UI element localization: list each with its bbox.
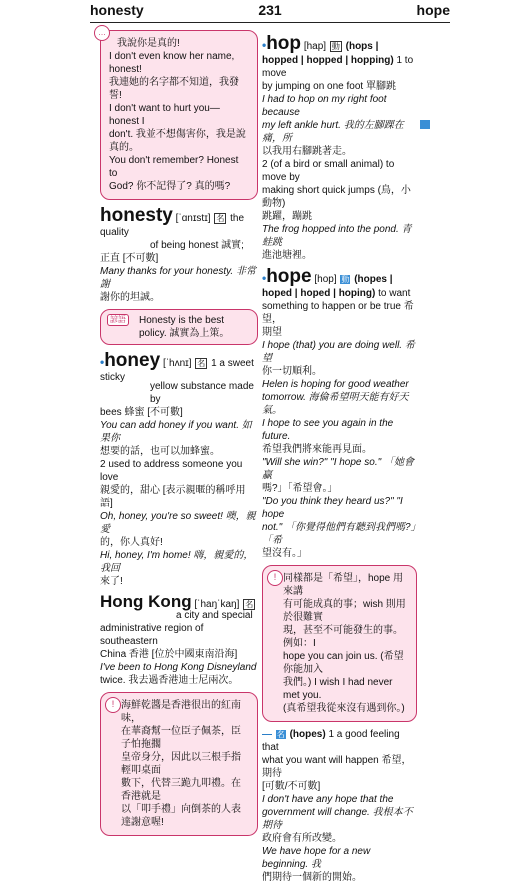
note-line: I don't want to hurt you—honest I — [109, 103, 220, 127]
example: I hope (that) you are doing well. 希望 — [262, 340, 415, 364]
usage-note-box — [100, 30, 258, 200]
entry-hong-kong — [100, 593, 258, 687]
pos-label: 動 — [331, 41, 340, 51]
headword: Hong Kong — [100, 592, 192, 611]
example-zh: 你一切順利。 — [262, 366, 322, 377]
example: Many thanks for your honesty. 非常謝 — [100, 266, 256, 290]
note-line: 數下，代替三跪九叩禮。在香港就是 — [121, 778, 241, 802]
pos-label: 動 — [341, 274, 350, 284]
example: I had to hop on my right foot because — [262, 94, 387, 118]
phonetic: [hap] — [303, 41, 327, 52]
note-line: 以「叩手禮」向倒茶的人表達謝意喔! — [121, 804, 241, 828]
example: tomorrow. 海倫希望明天能有好天氣。 — [262, 392, 409, 416]
page-header — [90, 4, 450, 22]
headword: hop — [266, 33, 302, 54]
right-column — [262, 34, 417, 889]
example: We have hope for a new beginning. 我 — [262, 846, 371, 870]
example-zh: 進池塘裡。 — [262, 250, 312, 261]
definition-zh: 跳躍，蹦跳 — [262, 211, 312, 222]
left-column — [100, 30, 258, 842]
note-line: 皇帝身分，因此以三根手指輕叩桌面 — [121, 752, 241, 776]
thumb-index-tab — [420, 120, 430, 129]
example: I don't have any hope that the — [262, 794, 394, 805]
note-line: God? 你不記得了? 真的嗎? — [109, 181, 231, 192]
proverb-text: Honesty is the best policy. 誠實為上策。 — [139, 315, 230, 339]
phonetic: [ˈhaŋˈkaŋ] — [194, 599, 240, 610]
example: Oh, honey, you're so sweet! 噢，親愛 — [100, 511, 256, 535]
entry-hope — [262, 267, 417, 560]
usage-note-box — [262, 565, 417, 722]
example: The frog hopped into the pond. 青蛙跳 — [262, 224, 412, 248]
pos-label: 名 — [276, 729, 285, 739]
definition: a city and special — [176, 610, 253, 621]
bullet-icon: • — [100, 355, 105, 369]
definition: 1 a sweet sticky — [100, 358, 254, 383]
definition: something to happen or be true 希望， — [262, 301, 414, 325]
inflections: (hopes) — [289, 729, 326, 740]
definition: making short quick jumps (鳥，小動物) — [262, 185, 411, 209]
pos-label: 名 — [245, 599, 254, 609]
example-zh: 謝你的坦誠。 — [100, 292, 160, 303]
entry-honesty — [100, 206, 258, 304]
note-line: 海鮮乾醬是香港很出的紅南味， — [121, 700, 241, 724]
note-line: hope you can join us. (希望你能加入 — [283, 651, 404, 675]
example-zh: 希望我們將來能再見面。 — [262, 444, 372, 455]
entry-honey — [100, 351, 258, 588]
phonetic: [ˈɑnɪstɪ] — [175, 213, 211, 224]
entry-hope-noun — [262, 728, 417, 884]
culture-note-box — [100, 692, 258, 836]
inflections: (hops | hopped | hopped | hopping) — [262, 41, 394, 66]
page-number: 231 — [258, 2, 282, 18]
header-left-guideword: honesty — [90, 2, 144, 18]
phonetic: [hop] — [314, 274, 337, 285]
example: I've been to Hong Kong Disneyland — [100, 662, 257, 673]
lightbulb-icon: ! — [267, 570, 283, 586]
note-line: 同樣都是「希望」，hope 用來講 — [283, 573, 404, 597]
lightbulb-icon: ! — [105, 697, 121, 713]
definition: of being honest 誠實; — [150, 240, 244, 251]
definition: 1 a good feeling that — [262, 729, 400, 753]
headword: honesty — [100, 205, 173, 226]
definition-zh: [可數/不可數] — [262, 781, 321, 792]
example-zh: 的，你人真好! — [100, 537, 163, 548]
bullet-icon: • — [262, 38, 267, 52]
note-line: 我連她的名字都不知道，我發誓! — [109, 77, 239, 101]
definition: the quality — [100, 213, 245, 238]
note-line: don't. 我並不想傷害你，我是說真的。 — [109, 129, 246, 153]
proverb-tag: 諺語 — [107, 314, 129, 326]
example: I hope to see you again in the future. — [262, 418, 394, 442]
example: Helen is hoping for good weather — [262, 379, 409, 390]
note-line: (真希望我從來沒有遇到你。) — [283, 703, 405, 714]
example: "Will she win?" "I hope so." 「她會贏 — [262, 457, 414, 481]
inflections: (hopes | hoped | hoped | hoping) — [262, 274, 393, 299]
bullet-icon: • — [262, 271, 267, 285]
pos-label: 名 — [216, 213, 225, 223]
note-line: I don't even know her name, honest! — [109, 51, 235, 75]
example-zh: 嗎?」「希望會。」 — [262, 483, 338, 494]
example: not." 「你覺得他們有聽到我們嗎?」「希 — [262, 522, 416, 546]
note-line: 有可能成真的事；wish 則用於很難實 — [283, 599, 406, 623]
example: You can add honey if you want. 如果你 — [100, 420, 252, 444]
definition: 2 used to address someone you love — [100, 459, 243, 483]
entry-hop — [262, 34, 417, 262]
header-rule — [90, 22, 450, 23]
speech-icon: … — [94, 25, 110, 41]
headword: honey — [104, 350, 161, 371]
example-zh: 望沒有。」 — [262, 548, 307, 559]
pos-label: 名 — [197, 358, 206, 368]
example-zh: twice. 我去過香港迪士尼兩次。 — [100, 675, 239, 686]
definition-zh: 親愛的，甜心 [表示親暱的稱呼用語] — [100, 485, 246, 509]
definition: to want — [378, 288, 411, 299]
definition-zh: 期望 — [262, 327, 282, 338]
note-line: 在華裔幫一位臣子佩茶，臣子怕拖擱 — [121, 726, 241, 750]
example-zh: 想要的話，也可以加蜂蜜。 — [100, 446, 220, 457]
example-zh: 來了! — [100, 576, 123, 587]
proverb-box — [100, 309, 258, 345]
phonetic: [ˈhʌnɪ] — [162, 358, 192, 369]
note-line: 現，甚至不可能發生的事。例如：I — [283, 625, 403, 649]
example-zh: 政府會有所改變。 — [262, 833, 342, 844]
note-line: 我說你是真的! — [117, 38, 180, 49]
definition: what you want will happen 希望，期待 — [262, 755, 412, 779]
note-line: 我們。) I wish I had never met you. — [283, 677, 393, 701]
definition: 2 (of a bird or small animal) to move by — [262, 159, 395, 183]
example: Hi, honey, I'm home! 嗨，親愛的，我回 — [100, 550, 254, 574]
example: government will change. 我根本不期待 — [262, 807, 413, 831]
example: my left ankle hurt. 我的左腳踝在痛，所 — [262, 120, 404, 144]
definition-zh: China 香港 [位於中國東南沿海] — [100, 649, 238, 660]
definition: administrative region of southeastern — [100, 623, 204, 647]
note-line: You don't remember? Honest to — [109, 155, 239, 179]
definition-zh: 正直 [不可數] — [100, 253, 159, 264]
definition-zh: bees 蜂蜜 [不可數] — [100, 407, 183, 418]
definition: yellow substance made by — [150, 381, 254, 405]
headword: hope — [266, 266, 312, 287]
sense-marker: — — [262, 729, 272, 740]
definition: by jumping on one foot 單腳跳 — [262, 81, 396, 92]
example-zh: 們期待一個新的開始。 — [262, 872, 362, 883]
example: "Do you think they heard us?" "I hope — [262, 496, 403, 520]
example-zh: 以我用右腳跳著走。 — [262, 146, 352, 157]
definition: 1 to move — [262, 55, 414, 79]
header-right-guideword: hope — [416, 2, 450, 18]
